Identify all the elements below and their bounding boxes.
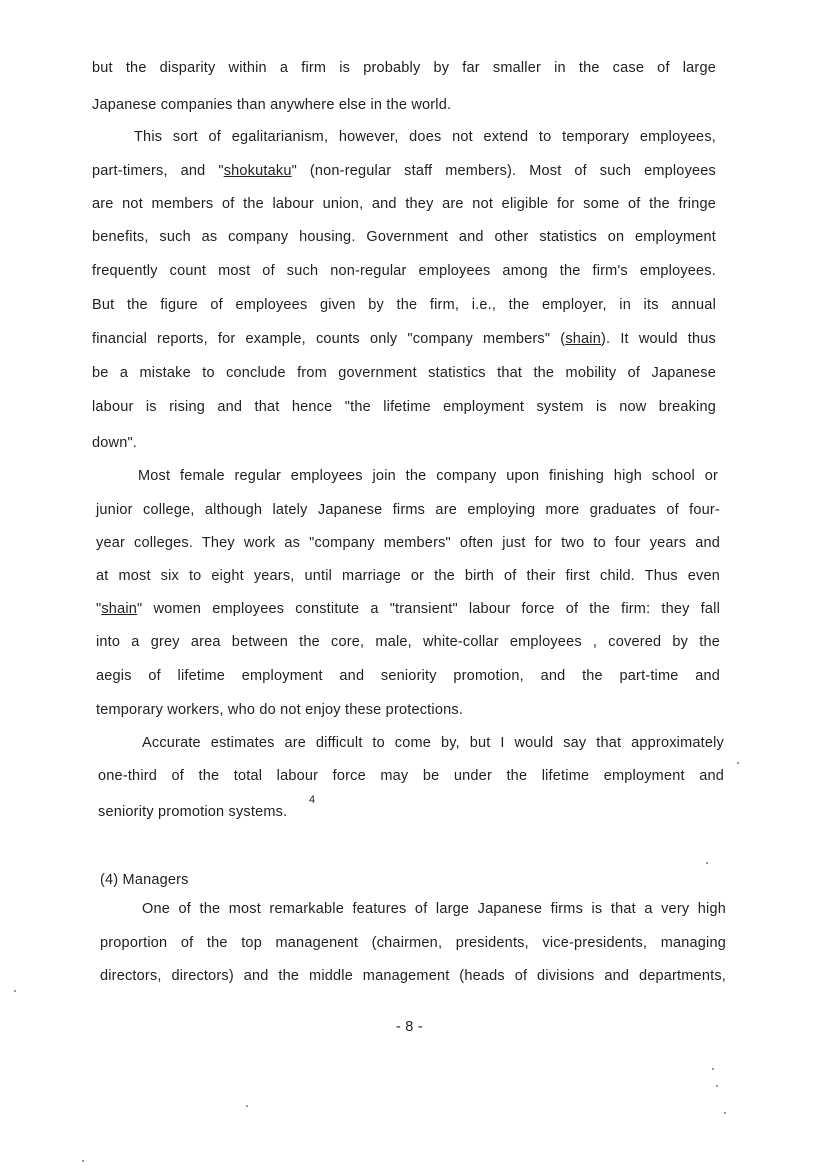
p3-line-1: Most female regular employees join the company upon finishing high school or — [138, 468, 718, 484]
scan-speck — [706, 862, 708, 864]
p3-line-5: "shain" women employees constitute a "transient" labour force of the firm: they fall — [96, 601, 720, 617]
scan-speck — [716, 1085, 718, 1087]
p1-line-1: but the disparity within a firm is probably by far smaller in the case of large — [92, 60, 716, 76]
scan-speck — [724, 1112, 726, 1114]
p3-line-4: at most six to eight years, until marriage or the birth of their first child. Thus even — [96, 568, 720, 584]
term-shain-2: shain — [101, 601, 138, 617]
p4-line-3: seniority promotion systems. — [98, 804, 288, 820]
p2-line-3: are not members of the labour union, and they are not eligible for some of the fringe — [92, 196, 716, 212]
p2-line-10: down". — [92, 435, 138, 451]
p2-line-7: financial reports, for example, counts only "company members" (shain). It would thus — [92, 331, 716, 347]
scan-speck — [82, 1160, 84, 1162]
p2-line-5: frequently count most of such non-regular employees among the firm's employees. — [92, 263, 716, 279]
term-shain: shain — [565, 331, 601, 347]
p3-line-6: into a grey area between the core, male, white-collar employees , covered by the — [96, 634, 720, 650]
scan-speck — [14, 990, 16, 992]
term-shokutaku: shokutaku — [223, 163, 292, 179]
p5-line-3: directors, directors) and the middle management (heads of divisions and departments, — [100, 968, 726, 984]
p3-line-7: aegis of lifetime employment and seniority promotion, and the part-time and — [96, 668, 720, 684]
p2-line-8: be a mistake to conclude from government statistics that the mobility of Japanese — [92, 365, 716, 381]
p4-line-2: one-third of the total labour force may be under the lifetime employment and — [98, 768, 724, 784]
p2-line-1: This sort of egalitarianism, however, does not extend to temporary employees, — [134, 129, 716, 145]
scan-speck — [712, 1068, 714, 1070]
p3-line-2: junior college, although lately Japanese firms are employing more graduates of four- — [96, 502, 720, 518]
scan-speck — [246, 1105, 248, 1107]
p5-line-1: One of the most remarkable features of large Japanese firms is that a very high — [142, 901, 726, 917]
p2-line-6: But the figure of employees given by the firm, i.e., the employer, in its annual — [92, 297, 716, 313]
p5-line-2: proportion of the top managenent (chairmen, presidents, vice-presidents, managing — [100, 935, 726, 951]
p4-line-1: Accurate estimates are difficult to come by, but I would say that approximately — [142, 735, 724, 751]
page-number: - 8 - — [396, 1019, 423, 1035]
p2-line-2: part-timers, and "shokutaku" (non-regular staff members). Most of such employees — [92, 163, 717, 179]
section-heading: (4) Managers — [100, 872, 189, 888]
p2-line-4: benefits, such as company housing. Government and other statistics on employment — [92, 229, 716, 245]
p3-line-3: year colleges. They work as "company members" often just for two to four years and — [96, 535, 720, 551]
footnote-reference: 4 — [309, 794, 316, 806]
scan-speck — [737, 762, 739, 764]
p2-line-9: labour is rising and that hence "the lifetime employment system is now breaking — [92, 399, 716, 415]
p1-line-2: Japanese companies than anywhere else in the world. — [92, 97, 452, 113]
p3-line-8: temporary workers, who do not enjoy these protections. — [96, 702, 464, 718]
